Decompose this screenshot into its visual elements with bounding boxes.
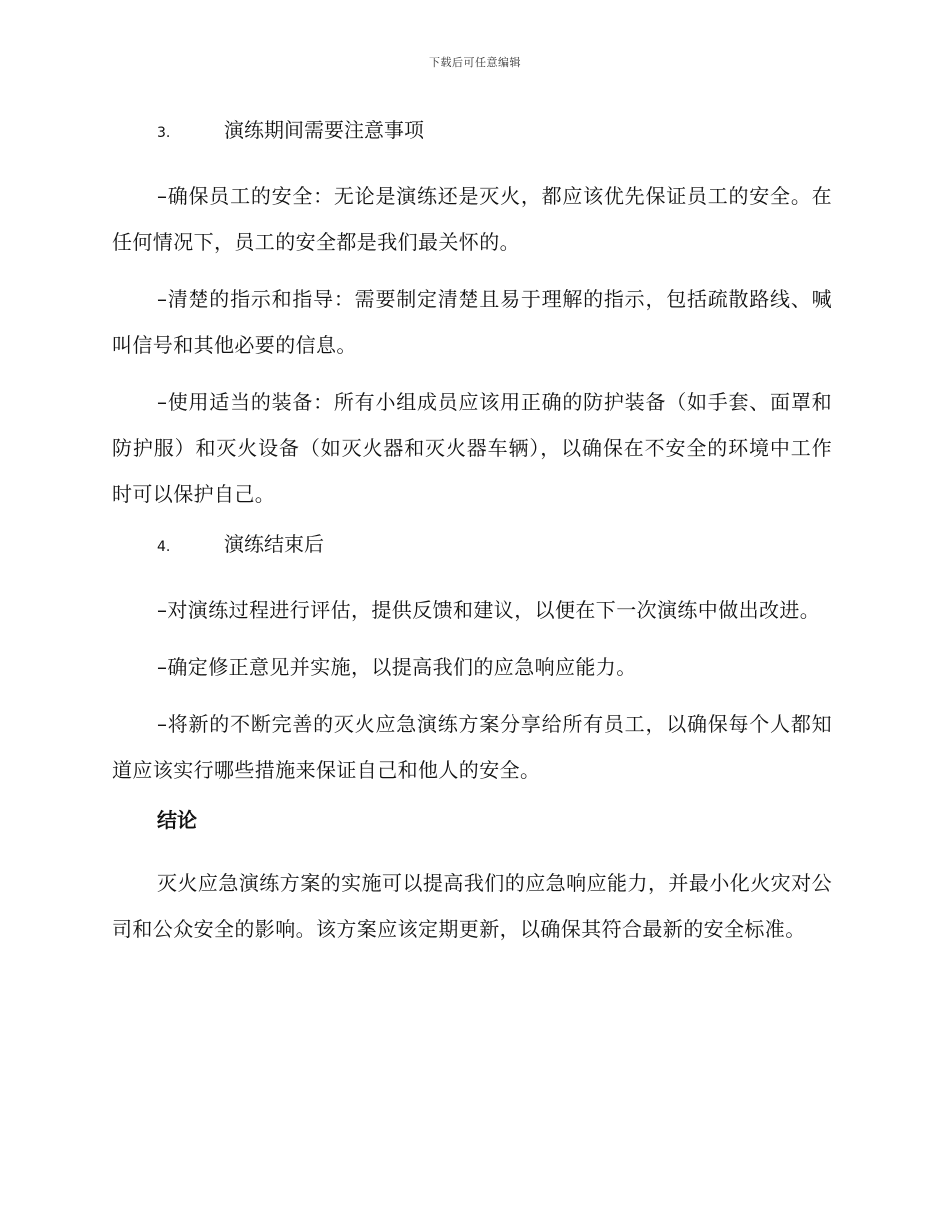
document-body [112, 114, 832, 963]
paragraph-proper-equipment: –使用适当的装备：所有小组成员应该用正确的防护装备（如手套、面罩和防护服）和灭火设备（如灭火器和灭火器车辆），以确保在不安全的环境中工作时可以保护自己。 [112, 390, 832, 506]
section-title: 演练结束后 [224, 532, 324, 556]
paragraph-conclusion: 灭火应急演练方案的实施可以提高我们的应急响应能力，并最小化火灾对公司和公众安全的影响。该方案应该定期更新，以确保其符合最新的安全标准。 [112, 871, 832, 941]
page-header: 下载后可任意编辑 [429, 56, 521, 69]
section-number: 4. [157, 539, 171, 555]
conclusion-title: 结论 [157, 808, 197, 832]
paragraph-clear-instructions: –清楚的指示和指导：需要制定清楚且易于理解的指示，包括疏散路线、喊叫信号和其他必要的信息。 [112, 287, 832, 357]
paragraph-employee-safety: –确保员工的安全：无论是演练还是灭火，都应该优先保证员工的安全。在任何情况下，员工的安全都是我们最关怀的。 [112, 184, 832, 254]
paragraph-share-plan: –将新的不断完善的灭火应急演练方案分享给所有员工，以确保每个人都知道应该实行哪些措施来保证自己和他人的安全。 [112, 712, 832, 782]
section-number: 3. [157, 125, 171, 141]
paragraph-corrections: –确定修正意见并实施，以提高我们的应急响应能力。 [157, 655, 637, 679]
section-heading-4 [112, 528, 832, 563]
section-heading-3 [112, 114, 832, 149]
section-title: 演练期间需要注意事项 [224, 118, 424, 142]
paragraph-evaluation: –对演练过程进行评估，提供反馈和建议，以便在下一次演练中做出改进。 [157, 598, 821, 622]
